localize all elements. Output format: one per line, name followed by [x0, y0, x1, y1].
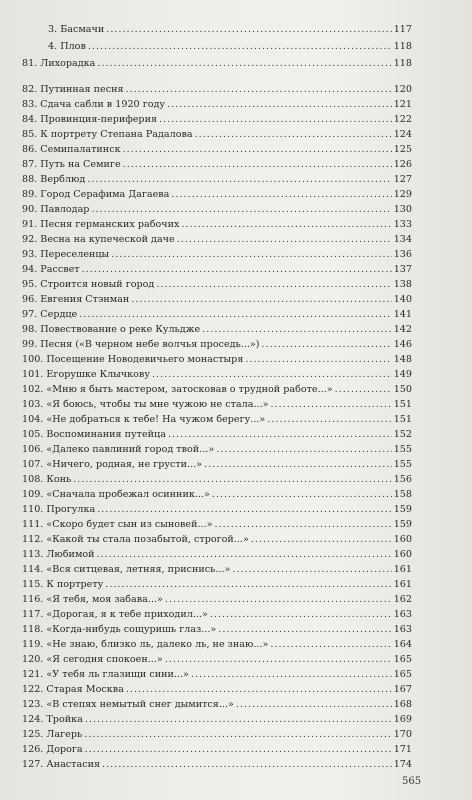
- toc-entry-page: 160: [393, 534, 412, 545]
- toc-entry: [22, 757, 412, 772]
- toc-entry-title: 119. «Не знаю, близко ль, далеко ль, не знаю...»: [22, 639, 269, 650]
- toc-entry-page: 161: [393, 564, 412, 575]
- toc-entry-page: 118: [393, 41, 412, 52]
- toc-entry-title: 102. «Мню я быть мастером, затосковав о трудной работе...»: [22, 384, 333, 395]
- toc-entry: [22, 487, 412, 502]
- toc-entry: [22, 277, 412, 292]
- toc-entry: [22, 157, 412, 172]
- toc-entry-title: 88. Верблюд: [22, 174, 86, 185]
- toc-entry-page: 174: [393, 759, 412, 770]
- toc-entry-page: 140: [393, 294, 412, 305]
- dot-leader: [271, 397, 392, 412]
- toc-entry-title: 114. «Вся ситцевая, летняя, приснись...»: [22, 564, 231, 575]
- dot-leader: [84, 727, 391, 742]
- toc-entry-title: 115. К портрету: [22, 579, 104, 590]
- dot-leader: [270, 637, 391, 652]
- toc-entry-page: 152: [393, 429, 412, 440]
- toc-entry-page: 126: [393, 159, 412, 170]
- toc-entry-title: 111. «Скоро будет сын из сыновей...»: [22, 519, 213, 530]
- dot-leader: [88, 39, 392, 54]
- toc-entry: [22, 472, 412, 487]
- toc-entry: [22, 367, 412, 382]
- toc-entry-title: 81. Лихорадка: [22, 58, 96, 69]
- toc-entry: [22, 697, 412, 712]
- dot-leader: [82, 262, 392, 277]
- toc-entry: [22, 292, 412, 307]
- toc-entry-page: 142: [393, 324, 412, 335]
- toc-entry: [22, 232, 412, 247]
- dot-leader: [218, 622, 391, 637]
- toc-entry-page: 156: [393, 474, 412, 485]
- dot-leader: [106, 22, 391, 37]
- toc-entry: [22, 712, 412, 727]
- toc-entry-title: 118. «Когда-нибудь сощуришь глаз...»: [22, 624, 217, 635]
- toc-entry: [22, 337, 412, 352]
- toc-entry-title: 109. «Сначала пробежал осинник...»: [22, 489, 210, 500]
- dot-leader: [262, 337, 392, 352]
- toc-entry-page: 122: [393, 114, 412, 125]
- dot-leader: [204, 457, 392, 472]
- toc-entry-page: 170: [393, 729, 412, 740]
- toc-entry-title: 113. Любимой: [22, 549, 95, 560]
- dot-leader: [79, 307, 391, 322]
- dot-leader: [165, 652, 392, 667]
- dot-leader: [123, 142, 392, 157]
- dot-leader: [191, 667, 392, 682]
- toc-entry-page: 129: [393, 189, 412, 200]
- toc-entry: [22, 742, 412, 757]
- toc-entry: [22, 562, 412, 577]
- toc-entry-page: 148: [393, 354, 412, 365]
- dot-leader: [210, 607, 392, 622]
- toc-entry-page: 138: [393, 279, 412, 290]
- dot-leader: [159, 112, 392, 127]
- page-number: 565: [402, 776, 422, 787]
- dot-leader: [216, 442, 391, 457]
- toc-entry: [22, 637, 412, 652]
- toc-entry-title: 100. Посещение Новодевичьего монастыря: [22, 354, 244, 365]
- toc-entry-title: 127. Анастасия: [22, 759, 101, 770]
- toc-entry-title: 103. «Я боюсь, чтобы ты мне чужою не стала...»: [22, 399, 269, 410]
- toc-entry: [22, 442, 412, 457]
- dot-leader: [126, 82, 392, 97]
- dot-leader: [131, 292, 391, 307]
- toc-entry-title: 85. К портрету Степана Радалова: [22, 129, 193, 140]
- toc-entry-page: 118: [393, 58, 412, 69]
- toc-entry: [22, 307, 412, 322]
- dot-leader: [85, 742, 392, 757]
- toc-entry-page: 159: [393, 504, 412, 515]
- toc-entry: [22, 142, 412, 157]
- dot-leader: [236, 697, 392, 712]
- dot-leader: [97, 56, 391, 71]
- toc-entry-page: 165: [393, 669, 412, 680]
- toc-entry-page: 167: [393, 684, 412, 695]
- toc-entry-title: 110. Прогулка: [22, 504, 96, 515]
- toc-entry: [22, 382, 412, 397]
- toc-entry-title: 105. Воспоминания путейца: [22, 429, 166, 440]
- toc-entry-page: 130: [393, 204, 412, 215]
- dot-leader: [232, 562, 391, 577]
- toc-entry-page: 163: [393, 624, 412, 635]
- toc-entry-page: 164: [393, 639, 412, 650]
- toc-entry-page: 125: [393, 144, 412, 155]
- toc-entry: [22, 247, 412, 262]
- dot-leader: [202, 322, 392, 337]
- dot-leader: [102, 757, 392, 772]
- dot-leader: [156, 277, 391, 292]
- toc-entry-page: 151: [393, 399, 412, 410]
- dot-leader: [181, 217, 391, 232]
- toc-entry: [22, 667, 412, 682]
- toc-entry-page: 141: [393, 309, 412, 320]
- toc-entry-page: 124: [393, 129, 412, 140]
- dot-leader: [97, 547, 392, 562]
- dot-leader: [212, 487, 392, 502]
- toc-entry-title: 89. Город Серафима Дагаева: [22, 189, 170, 200]
- dot-leader: [87, 172, 391, 187]
- toc-entry-title: 86. Семипалатинск: [22, 144, 121, 155]
- toc-entry: [22, 427, 412, 442]
- toc-entry: [22, 682, 412, 697]
- toc-entry-page: 159: [393, 519, 412, 530]
- toc-entry-title: 90. Павлодар: [22, 204, 90, 215]
- toc-entry: [22, 127, 412, 142]
- toc-entry: [22, 547, 412, 562]
- toc-entry-page: 121: [393, 99, 412, 110]
- toc-entry: [22, 502, 412, 517]
- toc-entry-title: 121. «У тебя ль глазищи сини...»: [22, 669, 189, 680]
- toc-entry-title: 92. Весна на купеческой даче: [22, 234, 175, 245]
- toc-entry-title: 126. Дорога: [22, 744, 83, 755]
- toc-entry-page: 171: [393, 744, 412, 755]
- toc-entry: [22, 622, 412, 637]
- toc-entry-page: 158: [393, 489, 412, 500]
- toc-entry-title: 101. Егорушке Клычкову: [22, 369, 150, 380]
- toc-entry-title: 96. Евгения Стэнман: [22, 294, 130, 305]
- toc-entry-title: 94. Рассвет: [22, 264, 80, 275]
- toc-entry-title: 108. Конь: [22, 474, 72, 485]
- toc-entry-title: 107. «Ничего, родная, не грусти...»: [22, 459, 203, 470]
- toc-entry-page: 160: [393, 549, 412, 560]
- toc-entry-page: 146: [393, 339, 412, 350]
- toc-entry-title: 87. Путь на Семиге: [22, 159, 121, 170]
- toc-entry-title: 3. Басмачи: [48, 24, 105, 35]
- dot-leader: [91, 202, 391, 217]
- toc-entry: [22, 322, 412, 337]
- dot-leader: [177, 232, 392, 247]
- toc-entry-title: 83. Сдача сабли в 1920 году: [22, 99, 166, 110]
- dot-leader: [171, 187, 391, 202]
- toc-entry-title: 104. «Не добраться к тебе! На чужом берегу...»: [22, 414, 266, 425]
- toc-entry-page: 127: [393, 174, 412, 185]
- toc-entry-page: 120: [393, 84, 412, 95]
- toc-entry-title: 93. Переселенцы: [22, 249, 110, 260]
- dot-leader: [123, 157, 392, 172]
- dot-leader: [195, 127, 392, 142]
- toc-entry: [22, 592, 412, 607]
- dot-leader: [73, 472, 391, 487]
- toc-entry: [22, 412, 412, 427]
- toc-entry-title: 116. «Я тебя, моя забава...»: [22, 594, 163, 605]
- toc-entry-page: 168: [393, 699, 412, 710]
- dot-leader: [215, 517, 392, 532]
- toc-entry: [22, 607, 412, 622]
- toc-entry: [22, 727, 412, 742]
- toc-entry: [48, 22, 412, 37]
- toc-entry: [22, 532, 412, 547]
- toc-entry-title: 4. Плов: [48, 41, 86, 52]
- toc-entry: [22, 172, 412, 187]
- toc-entry-page: 162: [393, 594, 412, 605]
- dot-leader: [126, 682, 392, 697]
- toc-entry-page: 163: [393, 609, 412, 620]
- dot-leader: [165, 592, 392, 607]
- toc-entry-page: 117: [393, 24, 412, 35]
- toc-entry-title: 106. «Далеко павлиний город твой...»: [22, 444, 215, 455]
- toc-entry-title: 82. Путинная песня: [22, 84, 124, 95]
- toc-entry-title: 117. «Дорогая, я к тебе приходил...»: [22, 609, 208, 620]
- toc-entry-title: 112. «Какой ты стала позабытой, строгой...»: [22, 534, 249, 545]
- toc-entry: [48, 39, 412, 54]
- toc-entry-title: 120. «Я сегодня спокоен...»: [22, 654, 163, 665]
- toc-entry-page: 151: [393, 414, 412, 425]
- dot-leader: [267, 412, 391, 427]
- toc-entry-page: 155: [393, 459, 412, 470]
- toc-entry: [22, 187, 412, 202]
- toc-entry-page: 137: [393, 264, 412, 275]
- toc-entry-title: 95. Строится новый город: [22, 279, 155, 290]
- dot-leader: [167, 97, 392, 112]
- toc-entry: [22, 82, 412, 97]
- toc-entry-page: 169: [393, 714, 412, 725]
- toc-entry: [22, 577, 412, 592]
- toc-entry: [22, 352, 412, 367]
- toc-entry-page: 165: [393, 654, 412, 665]
- toc-entry: [22, 262, 412, 277]
- toc-entry: [22, 56, 412, 71]
- toc-entry: [22, 457, 412, 472]
- toc-entry-page: 155: [393, 444, 412, 455]
- toc-entry-title: 91. Песня германских рабочих: [22, 219, 180, 230]
- dot-leader: [251, 532, 392, 547]
- toc-entry: [22, 217, 412, 232]
- dot-leader: [111, 247, 391, 262]
- dot-leader: [105, 577, 391, 592]
- toc-entry-page: 133: [393, 219, 412, 230]
- toc-entry-title: 122. Старая Москва: [22, 684, 124, 695]
- toc-entry-title: 98. Повествование о реке Кульдже: [22, 324, 201, 335]
- toc-entry-page: 149: [393, 369, 412, 380]
- toc-entry-title: 124. Тройка: [22, 714, 83, 725]
- toc-entry-page: 134: [393, 234, 412, 245]
- toc-entry: [22, 517, 412, 532]
- toc-entry: [22, 112, 412, 127]
- toc-entry-page: 161: [393, 579, 412, 590]
- dot-leader: [168, 427, 392, 442]
- dot-leader: [152, 367, 392, 382]
- dot-leader: [335, 382, 392, 397]
- dot-leader: [245, 352, 391, 367]
- toc-entry-page: 136: [393, 249, 412, 260]
- toc-entry-title: 84. Провинция-периферия: [22, 114, 158, 125]
- toc-entry: [22, 97, 412, 112]
- toc-entry-title: 123. «В степях немытый снег дымится...»: [22, 699, 234, 710]
- toc-entry: [22, 397, 412, 412]
- toc-entry-page: 150: [393, 384, 412, 395]
- dot-leader: [85, 712, 392, 727]
- toc-entry-title: 125. Лагерь: [22, 729, 83, 740]
- toc-entry: [22, 202, 412, 217]
- toc-entry: [22, 652, 412, 667]
- toc-entry-title: 99. Песня («В черном небе волчья проседь...»): [22, 339, 260, 350]
- dot-leader: [97, 502, 392, 517]
- toc-entry-title: 97. Сердце: [22, 309, 78, 320]
